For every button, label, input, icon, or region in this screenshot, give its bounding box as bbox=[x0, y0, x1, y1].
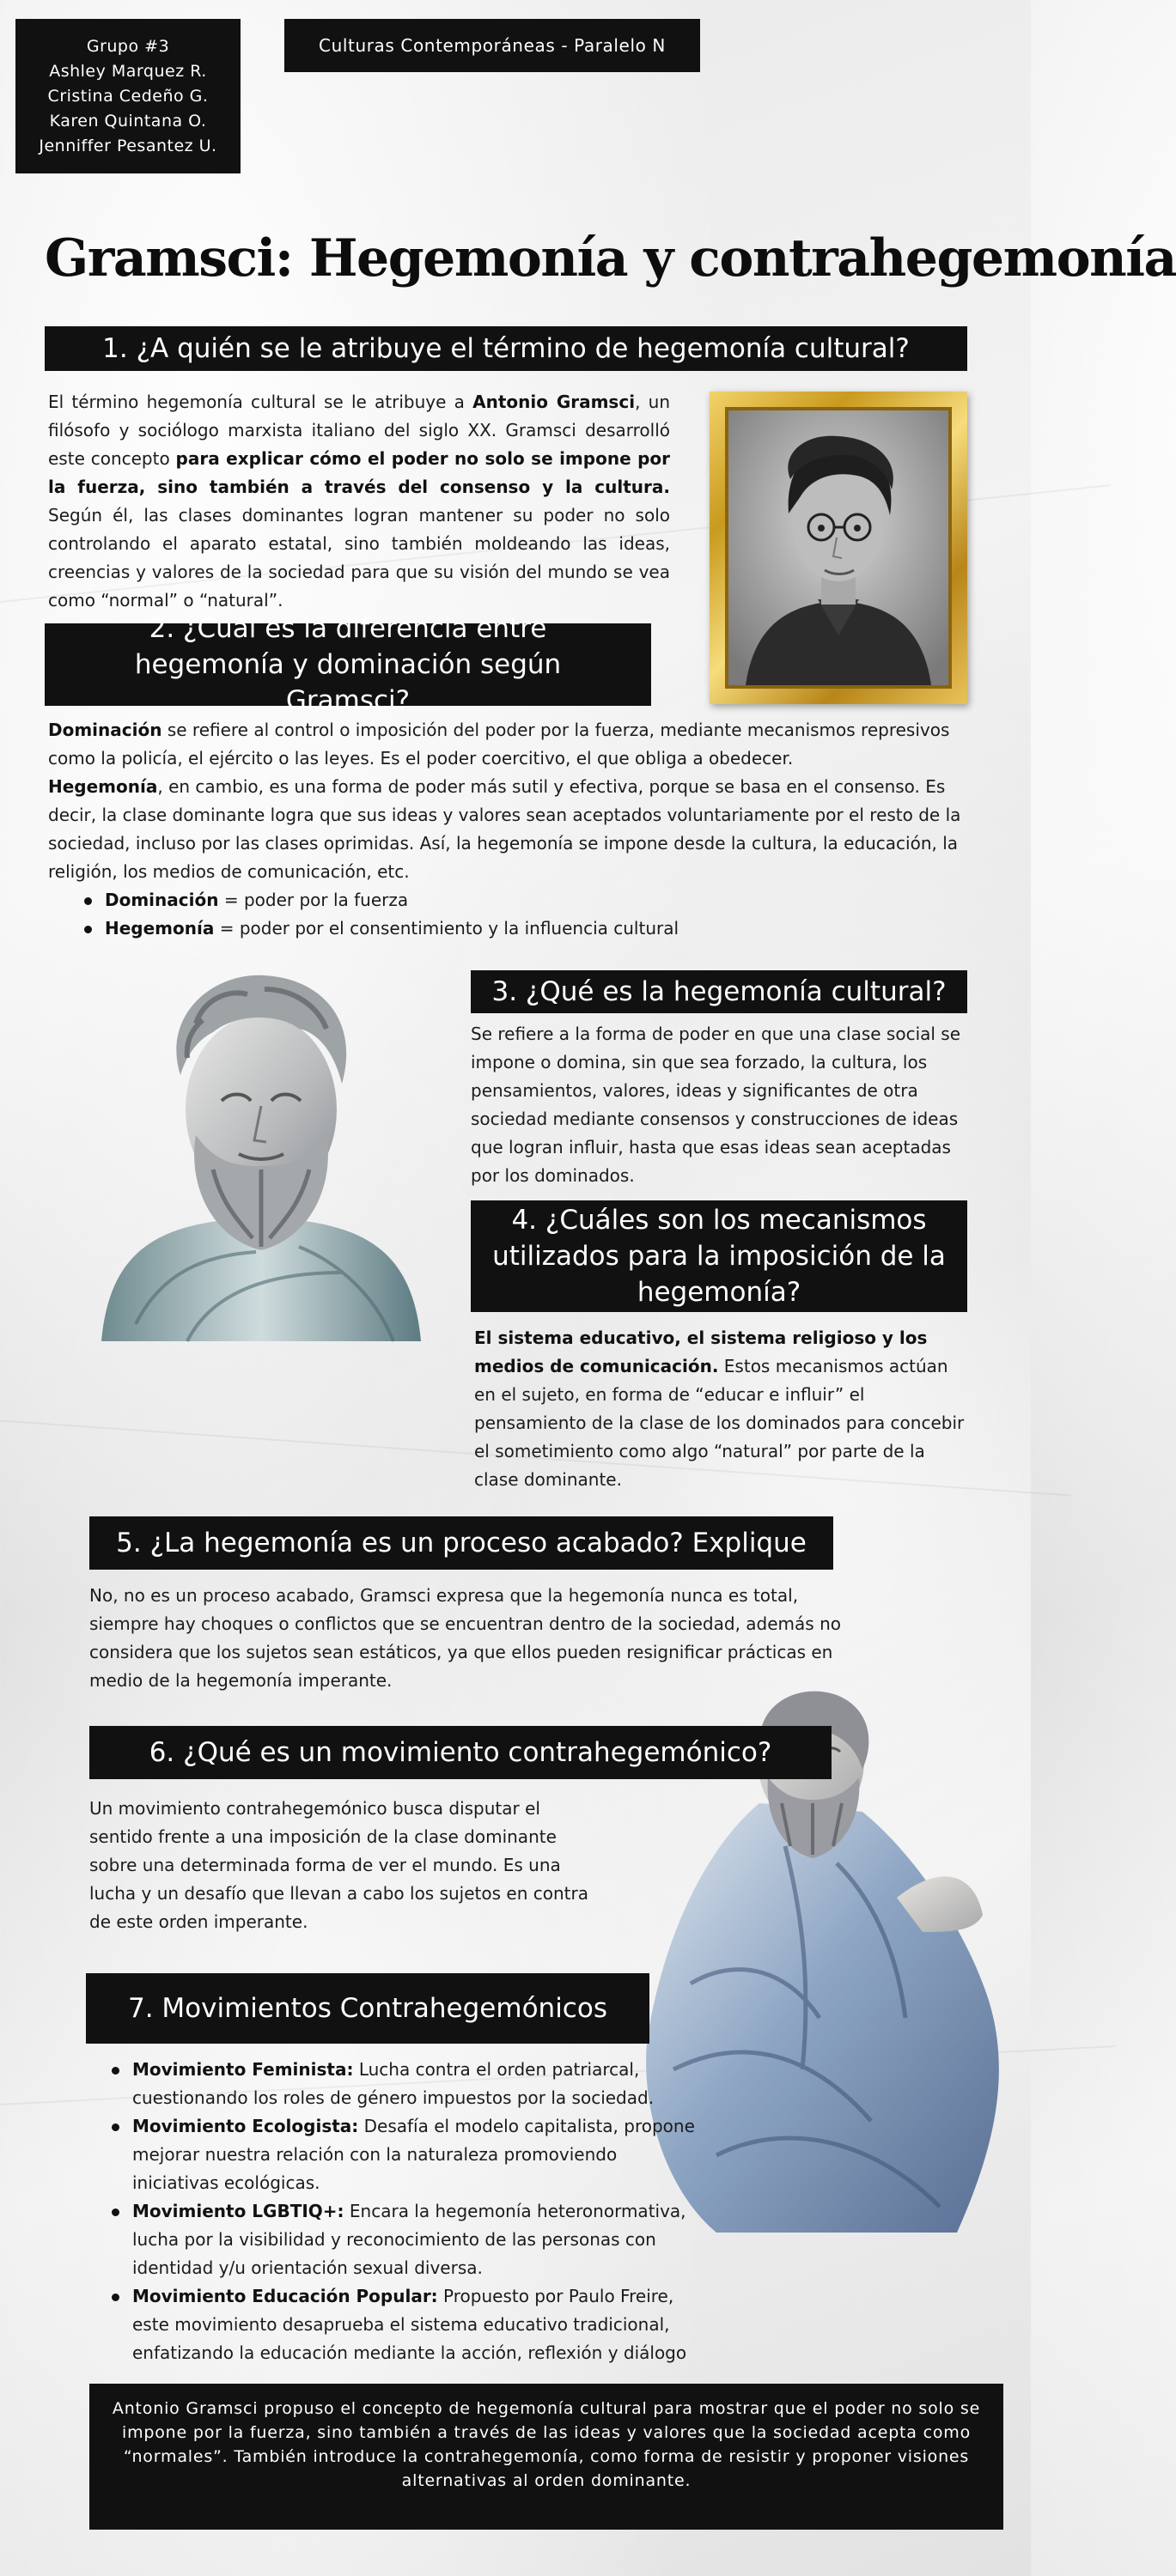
portrait-icon bbox=[728, 410, 948, 685]
section-6-text: Un movimiento contrahegemónico busca disputar el sentido frente a una imposición de la clase dominante sobre una determinada forma de ver el mundo. Es una lucha y un desafío que llevan a cabo los sujetos en contra de este orden imperante. bbox=[89, 1798, 588, 1932]
section-3-text: Se refiere a la forma de poder en que una clase social se impone o domina, sin que sea forzado, la cultura, los pensamientos, valores, ideas y significantes de otra sociedad mediante consensos y construcciones de ideas que logran influir, hasta que esas ideas sean aceptadas por los dominados. bbox=[471, 1024, 961, 1186]
group-info-box bbox=[15, 19, 241, 173]
group-line: Jenniffer Pesantez U. bbox=[39, 137, 217, 155]
philosopher-bust-image bbox=[84, 963, 438, 1350]
section-4-text: El sistema educativo, el sistema religioso y los medios de comunicación. Estos mecanismos actúan en el sujeto, en forma de “educar e influir” el pensamiento de la clase de los dominados para concebir el sometimiento como algo “natural” por parte de la clase dominante. bbox=[474, 1327, 965, 1490]
section-2-heading: 2. ¿Cuál es la diferencia entre hegemonía y dominación según Gramsci? bbox=[45, 623, 651, 706]
list-item: Movimiento Ecologista: Desafía el modelo capitalista, propone mejorar nuestra relación con la naturaleza promoviendo iniciativas ecológicas. bbox=[103, 2112, 704, 2197]
course-label: Culturas Contemporáneas - Paralelo N bbox=[284, 19, 700, 72]
closing-summary: Antonio Gramsci propuso el concepto de hegemonía cultural para mostrar que el poder no solo se impone por la fuerza, sino también a través de las ideas y valores que la sociedad acepta como “normales”. También introduce la contrahegemonía, como forma de resistir y proponer visiones alternativas al orden dominante. bbox=[89, 2384, 1003, 2530]
section-7-list bbox=[103, 2056, 704, 2367]
section-3-heading: 3. ¿Qué es la hegemonía cultural? bbox=[471, 970, 967, 1013]
section-5-heading: 5. ¿La hegemonía es un proceso acabado? Explique bbox=[89, 1516, 833, 1570]
list-item: Movimiento LGBTIQ+: Encara la hegemonía heteronormativa, lucha por la visibilidad y reconocimiento de las personas con identidad y/u orientación sexual diversa. bbox=[103, 2197, 704, 2282]
list-item: Movimiento Educación Popular: Propuesto por Paulo Freire, este movimiento desaprueba el sistema educativo tradicional, enfatizando la educación mediante la acción, reflexión y diálogo bbox=[103, 2282, 704, 2367]
list-item: Movimiento Feminista: Lucha contra el orden patriarcal, cuestionando los roles de género impuestos por la sociedad. bbox=[103, 2056, 704, 2112]
group-line: Ashley Marquez R. bbox=[49, 62, 207, 81]
group-line: Grupo #3 bbox=[86, 37, 170, 56]
section-6-heading: 6. ¿Qué es un movimiento contrahegemónico? bbox=[89, 1726, 832, 1779]
page-title: Gramsci: Hegemonía y contrahegemonía bbox=[45, 228, 1176, 289]
gramsci-portrait bbox=[710, 392, 967, 704]
section-1-text: El término hegemonía cultural se le atribuye a Antonio Gramsci, un filósofo y sociólogo marxista italiano del siglo XX. Gramsci desarrolló este concepto para explicar cómo el poder no solo se impone por la fuerza, sino también a través del consenso y la cultura. Según él, las clases dominantes logran mantener su poder no solo controlando el aparato estatal, sino también moldeando las ideas, creencias y valores de la sociedad para que su visión del mundo se vea como “normal” o “natural”. bbox=[48, 392, 670, 611]
section-7-heading: 7. Movimientos Contrahegemónicos bbox=[86, 1973, 649, 2044]
section-2-hegemonia: Hegemonía, en cambio, es una forma de poder más sutil y efectiva, porque se basa en el consenso. Es decir, la clase dominante logra que sus ideas y valores sean aceptados voluntariamente por el resto de la sociedad, incluso por las clases oprimidas. Así, la hegemonía se impone desde la cultura, la educación, la religión, los medios de comunicación, etc. bbox=[48, 776, 961, 882]
list-item: Hegemonía = poder por el consentimiento y la influencia cultural bbox=[76, 914, 849, 943]
list-item: Dominación = poder por la fuerza bbox=[76, 886, 849, 914]
section-2-dominacion: Dominación se refiere al control o imposición del poder por la fuerza, mediante mecanismos represivos como la policía, el ejército o las leyes. Es el poder coercitivo, el que obliga a obedecer. bbox=[48, 720, 950, 769]
group-line: Cristina Cedeño G. bbox=[47, 87, 209, 106]
section-5-text: No, no es un proceso acabado, Gramsci expresa que la hegemonía nunca es total, siempre hay choques o conflictos que se encuentran dentro de la sociedad, además no considera que los sujetos sean estáticos, ya que ellos pueden resignificar prácticas en medio de la hegemonía imperante. bbox=[89, 1585, 841, 1691]
section-1-heading: 1. ¿A quién se le atribuye el término de hegemonía cultural? bbox=[45, 326, 967, 371]
section-2-list bbox=[76, 886, 849, 943]
section-4-heading: 4. ¿Cuáles son los mecanismos utilizados para la imposición de la hegemonía? bbox=[471, 1200, 967, 1312]
group-line: Karen Quintana O. bbox=[49, 112, 207, 131]
